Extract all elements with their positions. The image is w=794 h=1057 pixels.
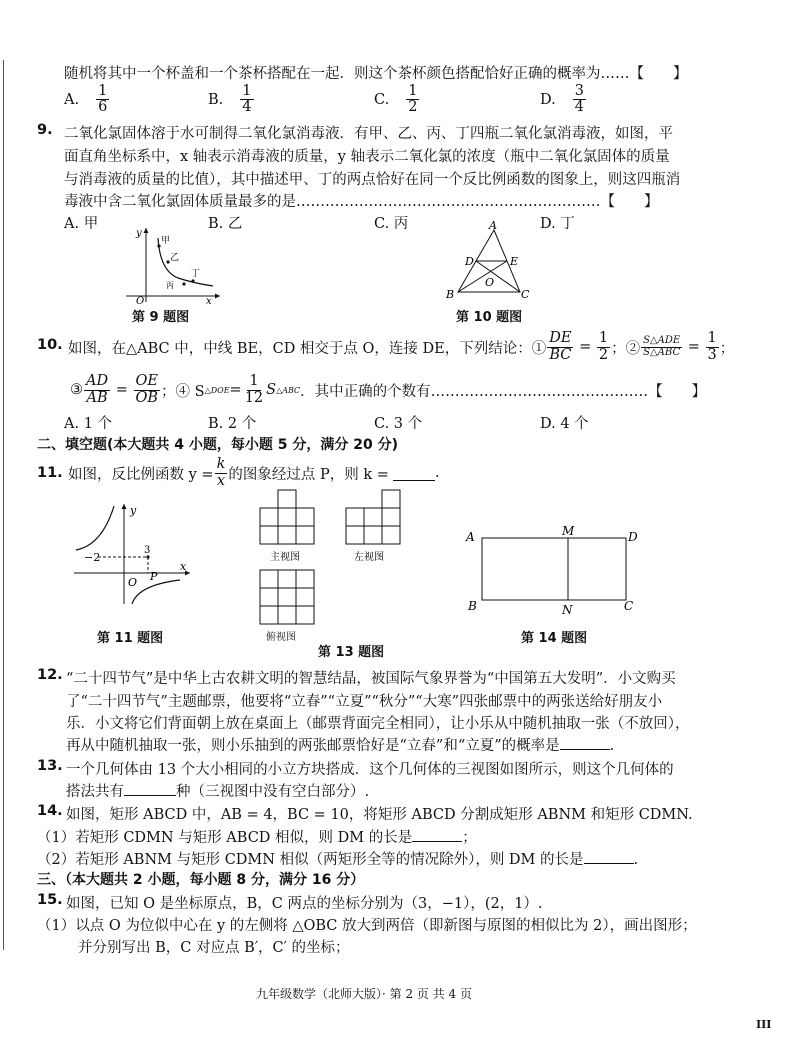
q8-option-num: 1 [408,83,418,99]
figure-11 [68,500,198,610]
q10-intro: 如图，在△ABC 中，中线 BE，CD 相交于点 O，连接 DE，下列结论：① [68,340,547,357]
q10-c2-num: S△ADE [643,335,681,346]
q12-end: . [609,738,615,754]
fig9-y-arrow [144,228,149,233]
q9-line-1: 二氧化氯固体溶于水可制得二氧化氯消毒液．有甲、乙、丙、丁四瓶二氧化氯消毒液，如图，平 [64,126,673,142]
q9-option-b: B. 乙 [208,216,243,232]
q14-part-1-blank[interactable] [412,829,462,842]
q10-c4-end: ．其中正确的个数有………………………………………【 】 [300,383,707,400]
q10-c4-den: 12 [244,389,264,406]
fig9-x-arrow [215,294,220,299]
q8-option-den: 4 [242,99,252,116]
q14-part-2 [37,848,638,869]
q8-option-num: 3 [574,83,584,99]
q9-option-a: A. 甲 [64,216,99,232]
q9-number: 9. [37,122,53,138]
fig9-caption: 第 9 题图 [132,310,190,325]
q8-option-b [208,84,255,115]
fig10-label-d: D [465,255,474,268]
q15-line-1: 如图，已知 O 是坐标原点，B，C 两点的坐标分别为（3，−1），(2，1）. [66,896,543,912]
q11-num: k [216,456,226,473]
fig11-curve-right [132,580,180,604]
q10-option-d: D. 4 个 [540,416,589,432]
fig10-label-a: A [489,220,497,232]
q10-c3-r-num: OE [135,373,158,390]
section-2-heading: 二、填空题(本大题共 4 小题，每小题 5 分，满分 20 分) [37,437,399,453]
q10-c4-tail-sub: △ABC [276,385,301,395]
fig9-origin: O [136,296,145,306]
fig9-y-label: y [136,228,142,239]
q11-number: 11. [37,465,63,481]
q8-option-c [374,84,420,115]
q12-number: 12. [37,667,63,683]
q10-option-c: C. 3 个 [374,416,423,432]
q8-option-d [540,84,587,115]
q13-line-2-post: 种（三视图中没有空白部分）. [176,784,370,800]
q9-option-d: D. 丁 [540,216,575,232]
fig13-caption: 第 13 题图 [318,645,385,660]
q10-line-1: 如图，在△ABC 中，中线 BE，CD 相交于点 O，连接 DE，下列结论：① $\frac{DE}{BC}$ = $\frac{1}{2}$ ；② $\frac{\text{S△ADE}}{\text{S△ABC}}$ = $\frac{1}{3}$ ； [68,330,735,363]
fig13-left-view-grid [346,490,400,544]
section-3-heading: 三、（本大题共 2 小题，每小题 8 分，满分 16 分） [37,872,365,888]
q8-text: 随机将其中一个杯盖和一个茶杯搭配在一起．则这个茶杯颜色搭配恰好正确的概率为……【 】 [64,66,688,82]
q15-part-1b: 并分别写出 B，C 对应点 B′，C′ 的坐标； [78,940,350,956]
figure-10 [440,220,540,304]
q10-c1-num: DE [549,330,572,347]
q13-number: 13. [37,758,63,774]
fig11-y-label: y [130,504,137,517]
fig11-curve-left [76,506,114,550]
page-corner-mark: III [756,1018,772,1031]
fig9-point-bing [182,282,185,285]
q11-answer-blank[interactable] [393,466,435,481]
q10-c2-prefix: ；② [611,340,641,357]
q12-answer-blank[interactable] [560,737,610,750]
page-margin-line [3,60,4,950]
figure-9 [118,226,228,306]
q15-number: 15. [37,892,63,908]
q13-line-2-pre: 搭法共有 [66,784,124,800]
page-footer: 九年级数学（北师大版）· 第 2 页 共 4 页 [256,987,472,1001]
q12-line-2: 了“二十四节气”主题邮票，他要将“立春”“立夏”“秋分”“大寒”四张邮票中的两张送给好朋友小 [66,694,663,710]
q10-c1-val-den: 2 [598,346,609,363]
fig14-label-n: N [562,603,573,617]
q8-option-a [64,84,110,115]
q10-c4-prefix: ；④ S [161,383,205,400]
q15-part-1: （1）以点 O 为位似中心在 y 的左侧将 △OBC 放大到两倍（即新图与原图的相似比为 2），画出图形； [37,918,697,934]
q10-c3-l-den: AB [86,389,108,406]
fig10-label-b: B [446,288,455,301]
q10-c4-sub: △DOE [204,385,230,395]
q9-line-2: 面直角坐标系中，x 轴表示消毒液的质量，y 轴表示二氧化氯的浓度（瓶中二氧化氯固体的质量 [64,149,670,165]
fig10-label-o: O [485,276,495,289]
q11-end: . [434,465,440,481]
fig9-x-label: x [206,296,212,306]
q11-pre: 如图，反比例函数 y = [68,466,214,483]
q10-c1-den: BC [549,346,572,363]
fig10-label-c: C [521,288,530,301]
fig11-tick-3: 3 [144,545,151,556]
q12-line-4-text: 再从中随机抽取一张，则小乐抽到的两张邮票恰好是“立春”和“立夏”的概率是 [66,738,560,754]
figure-13 [254,488,414,628]
fig9-label-ding: 丁 [191,269,201,279]
q14-part-2-blank[interactable] [584,851,634,864]
q10-c2-val-den: 3 [707,346,717,363]
fig13-left-label: 左视图 [354,552,384,563]
q10-c3-l-num: AD [86,373,109,390]
fig13-front-view-grid [260,490,314,544]
q8-option-den: 6 [98,99,108,116]
q13-line-1: 一个几何体由 13 个大小相同的小立方块搭成．这个几何体的三视图如图所示，则这个几何体的 [66,762,674,778]
q14-part-1 [37,826,477,847]
fig9-label-jia: 甲 [161,236,171,246]
q10-c4-eq: = [229,382,242,398]
fig14-caption: 第 14 题图 [521,631,588,646]
fig11-x-label: x [180,560,187,573]
q12-line-4 [66,734,614,755]
fig11-label-p: P [150,570,158,583]
q10-c1-val-num: 1 [598,330,609,347]
q10-c4-tail-s: S [266,382,277,398]
q14-part-1-end: ； [462,830,477,846]
fig10-caption: 第 10 题图 [456,310,523,325]
q8-option-label: D. [540,91,556,108]
q14-part-2-end: . [633,852,639,868]
fig14-label-d: D [628,530,638,544]
q14-part-2-text: （2）若矩形 ABNM 与矩形 CDMN 相似（两矩形全等的情况除外），则 DM 的长是 [37,852,584,868]
fig13-top-label: 俯视图 [266,632,296,643]
fig9-point-ding [191,279,194,282]
q12-line-3: 乐．小文将它们背面朝上放在桌面上（邮票背面完全相同），让小乐从中随机抽取一张（不放回）， [66,716,690,732]
q8-option-num: 1 [242,83,252,99]
fig11-y-arrow [122,504,127,509]
q10-c3-r-den: OB [135,389,159,406]
q11-post: 的图象经过点 P，则 k = [228,466,389,483]
fig14-label-m: M [562,524,575,538]
q13-line-2 [66,780,369,801]
fig9-label-yi: 乙 [170,253,180,263]
fig10-label-e: E [510,255,519,268]
q10-c2-val-num: 1 [707,330,717,347]
q9-line-3: 与消毒液的质量的比值），其中描述甲、丁的两点恰好在同一个反比例函数的图象上，则这四瓶消 [64,172,681,188]
fig14-label-b: B [468,599,477,613]
q10-c2-den: S△ABC [643,346,681,358]
q8-option-label: C. [374,91,390,108]
q14-line-1: 如图，矩形 ABCD 中，AB = 4，BC = 10，将矩形 ABCD 分割成矩形 ABNM 和矩形 CDMN. [66,807,693,823]
q13-answer-blank[interactable] [124,783,176,796]
q10-option-b: B. 2 个 [208,416,257,432]
fig14-label-a: A [466,530,475,544]
q8-option-den: 2 [408,99,418,116]
q8-option-num: 1 [98,83,108,99]
fig14-rect-abcd [482,538,626,600]
fig11-origin: O [128,576,138,589]
q8-option-label: B. [208,91,224,108]
figure-14 [460,520,650,620]
q11-den: x [216,472,226,489]
fig13-front-label: 主视图 [270,552,300,563]
q9-line-4: 毒液中含二氧化氯固体质量最多的是………………………………………………………【 】 [64,194,659,210]
q8-option-den: 4 [574,99,584,116]
fig11-tick-neg2: −2 [84,551,101,564]
fig14-label-c: C [624,599,634,613]
q10-number: 10. [37,337,63,353]
q12-line-1: “二十四节气”是中华上古农耕文明的智慧结晶，被国际气象界誉为“中国第五大发明”．小文购买 [66,671,676,687]
q10-c4-num: 1 [249,373,259,390]
q14-number: 14. [37,803,63,819]
fig9-label-bing: 丙 [166,281,174,290]
q10-c3-prefix: ③ [70,382,83,398]
q14-part-1-text: （1）若矩形 CDMN 与矩形 ABCD 相似，则 DM 的长是 [37,830,413,846]
fig13-top-view-grid [260,570,314,624]
q9-option-c: C. 丙 [374,216,409,232]
q10-option-a: A. 1 个 [64,416,113,432]
q10-line-2: ③ $\frac{AD}{AB}$ = $\frac{OE}{OB}$ ；④ S △DOE = $\frac{1}{12}$ S △ABC ．其中正确的个数有………………………………………【 】 [70,373,707,406]
q8-option-label: A. [64,91,80,108]
fig11-caption: 第 11 题图 [97,631,164,646]
